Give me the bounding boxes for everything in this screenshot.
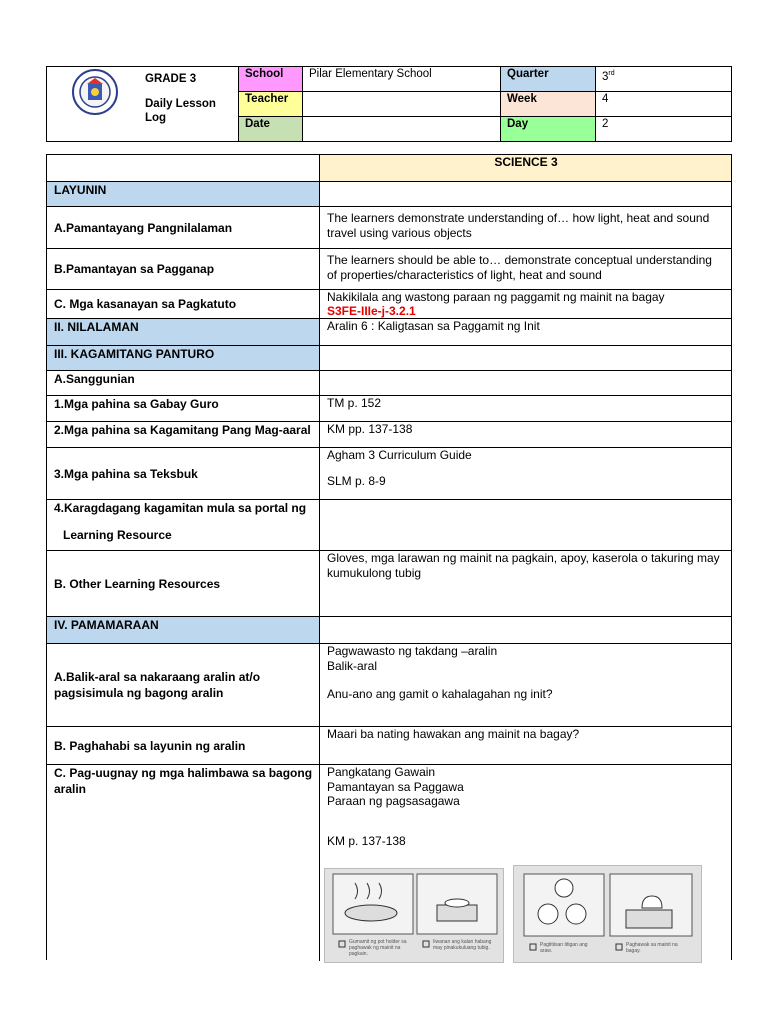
nilalaman-value: Aralin 6 : Kaligtasan sa Paggamit ng Init [327,319,540,333]
date-value [303,117,500,141]
school-value: Pilar Elementary School [309,68,432,80]
portal-label-line1: 4.Karagdagang kagamitan mula sa portal ng [54,501,307,515]
other-resources-label: B. Other Learning Resources [47,551,320,616]
pag-uugnay-value-2: Pamantayan sa Paggawa [327,779,464,794]
teacher-value [303,92,500,116]
balik-aral-label: A.Balik-aral sa nakaraang aralin at/o pagsisimula ng bagong aralin [47,644,320,726]
table-row-subject [47,155,731,182]
table-row-paghahabi [47,727,731,765]
table-row-sanggunian [47,371,731,396]
week-value: 4 [602,93,609,105]
balik-aral-value-3: Anu-ano ang gamit o kahalagahan ng init? [327,687,553,701]
pag-uugnay-value-4: KM p. 137-138 [327,833,406,848]
table-row-pamamaraan [47,617,731,644]
balik-aral-value-1: Pagwawasto ng takdang –aralin [327,644,498,658]
teacher-label: Teacher [239,92,302,116]
sanggunian-label: A.Sanggunian [47,371,320,395]
grade-label: GRADE 3 [145,73,197,85]
activity-photo-1 [324,868,504,963]
kagamitan-mag-aaral-label: 2.Mga pahina sa Kagamitang Pang Mag-aaral [47,422,320,447]
photo2-caption-2: Paghawak sa mainit na bagay. [626,942,678,954]
kagamitan-heading: III. KAGAMITANG PANTURO [47,346,320,370]
paghahabi-value: Maari ba nating hawakan ang mainit na bagay? [327,727,580,741]
pagganap-value: The learners should be able to… demonstrate conceptual understanding of properties/characteristics of light, heat and sound [327,253,712,282]
table-row-balik-aral [47,644,731,727]
table-row-kagamitan-mag-aaral [47,422,731,448]
kagamitan-mag-aaral-value: KM pp. 137-138 [327,422,413,436]
teksbuk-label: 3.Mga pahina sa Teksbuk [47,448,320,499]
pag-uugnay-value-3: Paraan ng pagsasagawa [327,794,460,808]
table-row-kagamitan [47,346,731,371]
pangnilalaman-value: The learners demonstrate understanding of… how light, heat and sound travel using various objects [327,211,710,240]
table-row-portal [47,500,731,551]
quarter-number: 3 [602,70,609,83]
kasanayan-value: Nakikilala ang wastong paraan ng paggamit ng mainit na bagay [327,290,665,304]
table-row-nilalaman [47,319,731,346]
gabay-guro-label: 1.Mga pahina sa Gabay Guro [47,396,320,421]
table-row-teksbuk [47,448,731,500]
teksbuk-value-slm: SLM p. 8-9 [327,473,386,488]
quarter-value [596,67,731,91]
day-label: Day [501,117,595,141]
photo1-caption-1: Gumamit ng pot holder sa paghawak ng mainit na pagkain. [349,939,407,957]
deped-seal-icon [71,69,119,115]
kasanayan-label: C. Mga kasanayan sa Pagkatuto [47,290,320,318]
photo2-caption-1: Pagtitiisan titigan ang araw. [540,942,588,954]
paghahabi-label: B. Paghahabi sa layunin ng aralin [47,727,320,764]
portal-label-line2: Learning Resource [63,528,172,542]
teksbuk-value-guide: Agham 3 Curriculum Guide [327,448,472,462]
layunin-heading: LAYUNIN [47,182,320,206]
table-row-pangnilalaman [47,207,731,249]
week-label: Week [501,92,595,116]
table-row-other-resources [47,551,731,617]
quarter-suffix: rd [608,70,615,77]
school-label: School [239,67,302,91]
pagganap-label: B.Pamantayan sa Pagganap [47,249,320,289]
pangnilalaman-label: A.Pamantayang Pangnilalaman [47,207,320,248]
table-row-layunin [47,182,731,207]
subject-title: SCIENCE 3 [320,155,731,181]
day-value: 2 [602,118,609,130]
nilalaman-label: II. NILALAMAN [47,319,320,345]
other-resources-value: Gloves, mga larawan ng mainit na pagkain, apoy, kaserola o takuring may kumukulong tubig [327,551,720,580]
header-table [46,66,732,142]
balik-aral-value-2: Balik-aral [327,658,378,673]
activity-photo-2 [513,865,702,963]
photo1-caption-2: Iiwanan ang kalan habang may pinakukuluang tubig. [433,939,492,951]
lesson-table [46,154,732,960]
quarter-label: Quarter [501,67,595,91]
pamamaraan-heading: IV. PAMAMARAAN [47,617,320,643]
table-row-pag-uugnay [47,765,731,961]
table-row-kasanayan [47,290,731,319]
table-row-gabay-guro [47,396,731,422]
competency-code: S3FE-IIIe-j-3.2.1 [327,304,416,318]
pag-uugnay-value-1: Pangkatang Gawain [327,765,436,779]
date-label: Date [239,117,302,141]
table-row-pagganap [47,249,731,290]
gabay-guro-value: TM p. 152 [327,396,382,410]
pag-uugnay-label: C. Pag-uugnay ng mga halimbawa sa bagong aralin [47,765,320,961]
log-title: Daily Lesson Log [145,98,216,124]
